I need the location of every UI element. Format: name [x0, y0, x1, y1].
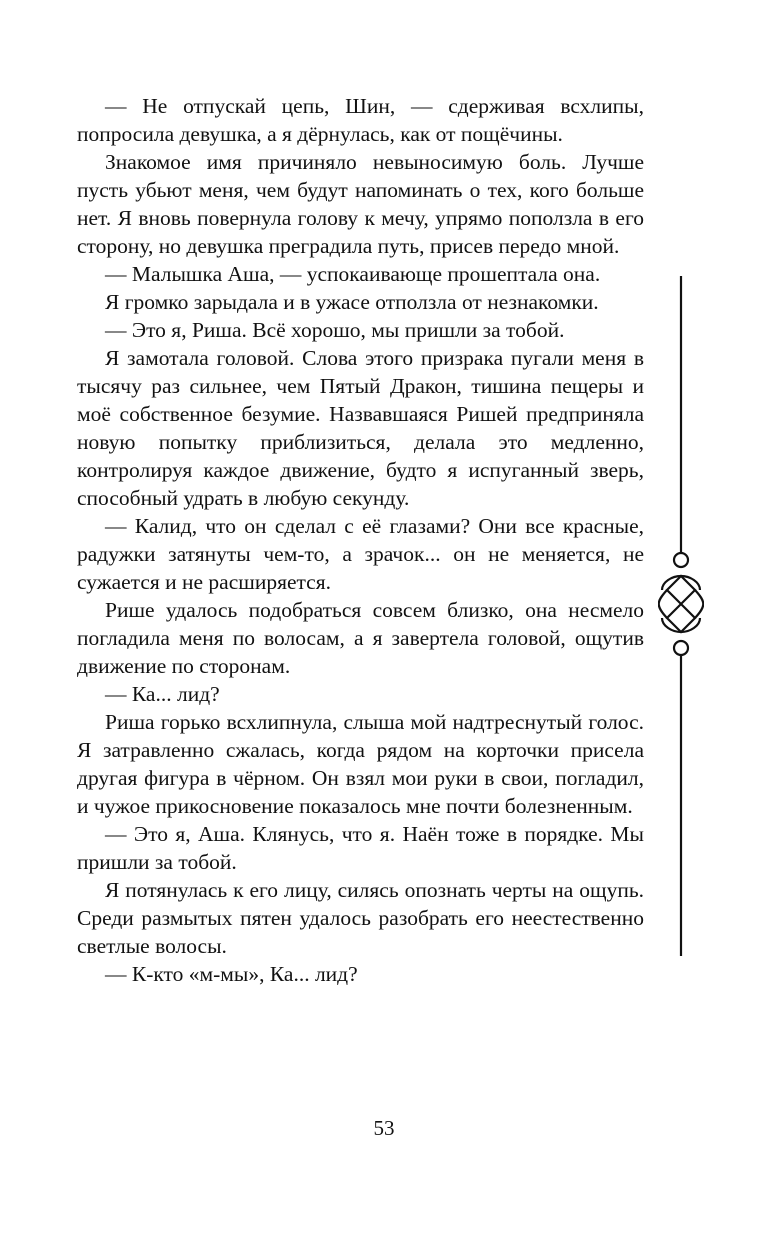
paragraph: — Ка... лид? — [105, 682, 220, 706]
paragraph: — К-кто «м-мы», Ка... лид? — [105, 962, 358, 986]
paragraph: Я громко зарыдала и в ужасе отползла от незнакомки. — [105, 290, 599, 314]
paragraph: — Малышка Аша, — успокаивающе прошептала она. — [105, 262, 601, 286]
paragraph: — Это я, Аша. Клянусь, что я. Наён тоже в порядке. Мы пришли за тобой. — [77, 822, 644, 874]
body-text — [77, 92, 644, 988]
paragraph: Риша горько всхлипнула, слыша мой надтреснутый голос. Я затравленно сжалась, когда рядом на корточки присела другая фигура в чёрном. Он взял мои руки в свои, погладил, и чужое прикосновение показалось мне почти болезненным. — [77, 710, 644, 818]
page-number: 53 — [373, 1116, 395, 1140]
paragraph: — Не отпускай цепь, Шин, — сдерживая всхлипы, попросила девушка, а я дёрнулась, как от пощёчины. — [77, 94, 644, 146]
paragraph: Я замотала головой. Слова этого призрака пугали меня в тысячу раз сильнее, чем Пятый Дракон, тишина пещеры и моё собственное безумие. Назвавшаяся Ришей предприняла новую попытку приблизиться, делала это медленно, контролируя каждое движение, будто я испуганный зверь, способный удрать в любую секунду. — [77, 346, 644, 510]
knot-ornament-icon — [658, 276, 704, 956]
paragraph: Я потянулась к его лицу, силясь опознать черты на ощупь. Среди размытых пятен удалось разобрать его неестественно светлые волосы. — [77, 878, 644, 958]
paragraph: — Калид, что он сделал с её глазами? Они все красные, радужки затянуты чем-то, а зрачок... он не меняется, не сужается и не расширяется. — [77, 514, 644, 594]
paragraph: Знакомое имя причиняло невыносимую боль. Лучше пусть убьют меня, чем будут напоминать о тех, кого больше нет. Я вновь повернула голову к мечу, упрямо поползла в его сторону, но девушка преградила путь, присев передо мной. — [77, 150, 644, 258]
paragraph: — Это я, Риша. Всё хорошо, мы пришли за тобой. — [105, 318, 565, 342]
paragraph: Рише удалось подобраться совсем близко, она несмело погладила меня по волосам, а я завертела головой, ощутив движение по сторонам. — [77, 598, 644, 678]
